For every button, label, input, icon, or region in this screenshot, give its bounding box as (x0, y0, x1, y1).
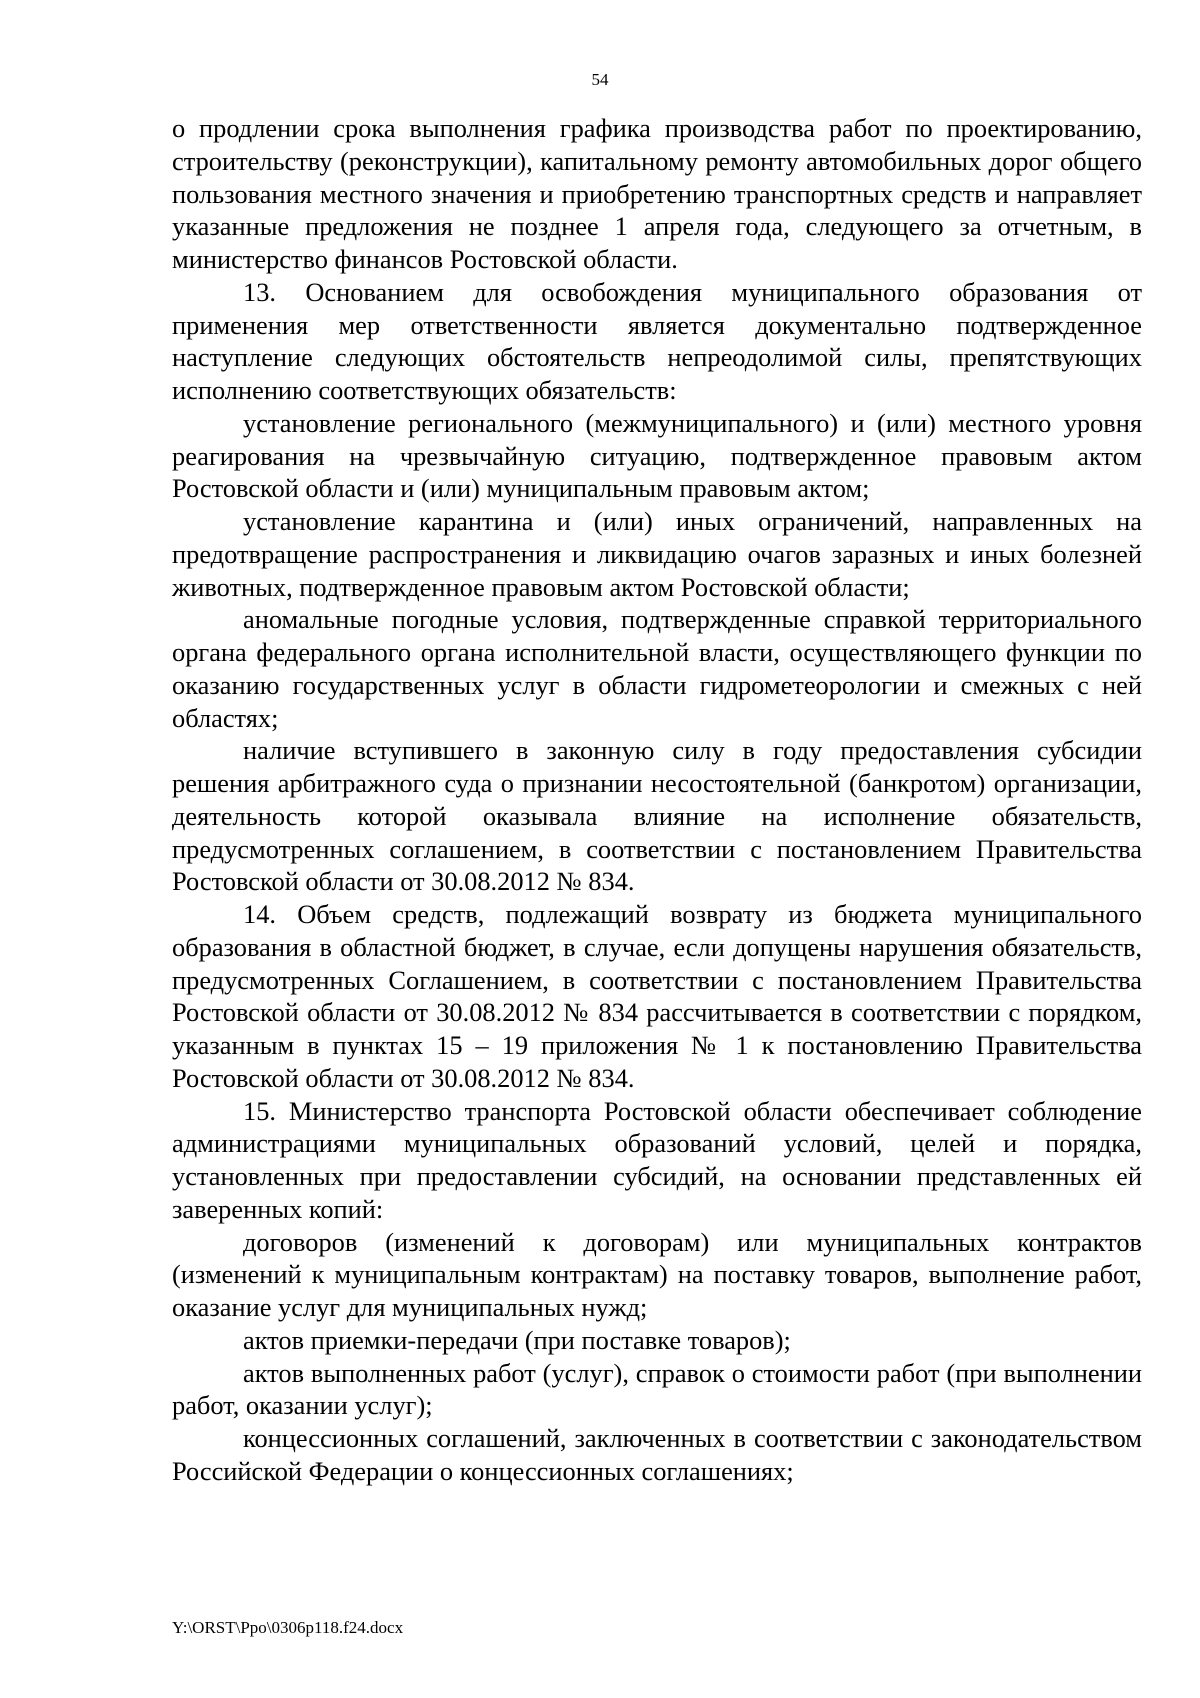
paragraph-arbitration-decision: наличие вступившего в законную силу в году предоставления субсидии решения арбитражного суда о признании несостоятельной (банкротом) организации, деятельность которой оказывала влияние на исполнение обязательств, предусмотренных соглашением, в соответствии с постановлением Правительства Ростовской области от 30.08.2012 № 834. (172, 735, 1142, 897)
paragraph-acceptance-acts: актов приемки-передачи (при поставке товаров); (243, 1324, 791, 1355)
paragraph-quarantine: установление карантина и (или) иных ограничений, направленных на предотвращение распространения и ликвидацию очагов заразных и иных болезней животных, подтвержденное правовым актом Ростовской области; (172, 506, 1142, 602)
document-body (172, 112, 1142, 1488)
paragraph-concession-agreements: концессионных соглашений, заключенных в соответствии с законодательством Российской Федерации о концессионных соглашениях; (172, 1423, 1142, 1486)
paragraph-work-acts: актов выполненных работ (услуг), справок о стоимости работ (при выполнении работ, оказании услуг); (172, 1357, 1142, 1421)
paragraph-item-14: 14. Объем средств, подлежащий возврату из бюджета муниципального образования в областной бюджет, в случае, если допущены нарушения обязательств, предусмотренных Соглашением, в соответствии с постановлением Правительства Ростовской области от 30.08.2012 № 834 рассчитывается в соответствии с порядком, указанным в пунктах 15 – 19 приложения № 1 к постановлению Правительства Ростовской области от 30.08.2012 № 834. (172, 899, 1142, 1093)
page-number: 54 (591, 70, 609, 89)
footer-file-path: Y:\ORST\Ppo\0306p118.f24.docx (172, 1618, 404, 1637)
paragraph-item-15: 15. Министерство транспорта Ростовской области обеспечивает соблюдение администрациями муниципальных образований условий, целей и порядка, установленных при предоставлении субсидий, на основании представленных ей заверенных копий: (172, 1095, 1142, 1224)
paragraph-emergency-response: установление регионального (межмуниципального) и (или) местного уровня реагирования на чрезвычайную ситуацию, подтвержденное правовым актом Ростовской области и (или) муниципальным правовым актом; (172, 407, 1142, 504)
paragraph-weather-conditions: аномальные погодные условия, подтвержденные справкой территориального органа федерального органа исполнительной власти, осуществляющего функции по оказанию государственных услуг в области гидрометеорологии и смежных с ней областях; (172, 604, 1142, 733)
paragraph-item-13: 13. Основанием для освобождения муниципального образования от применения мер ответственности является документально подтвержденное наступление следующих обстоятельств непреодолимой силы, препятствующих исполнению соответствующих обязательств: (172, 276, 1142, 405)
paragraph-continuation: о продлении срока выполнения графика производства работ по проектированию, строительству (реконструкции), капитальному ремонту автомобильных дорог общего пользования местного значения и приобретению транспортных средств и направляет указанные предложения не позднее 1 апреля года, следующего за отчетным, в министерство финансов Ростовской области. (172, 113, 1142, 274)
paragraph-contracts: договоров (изменений к договорам) или муниципальных контрактов (изменений к муниципальным контрактам) на поставку товаров, выполнение работ, оказание услуг для муниципальных нужд; (172, 1226, 1142, 1322)
